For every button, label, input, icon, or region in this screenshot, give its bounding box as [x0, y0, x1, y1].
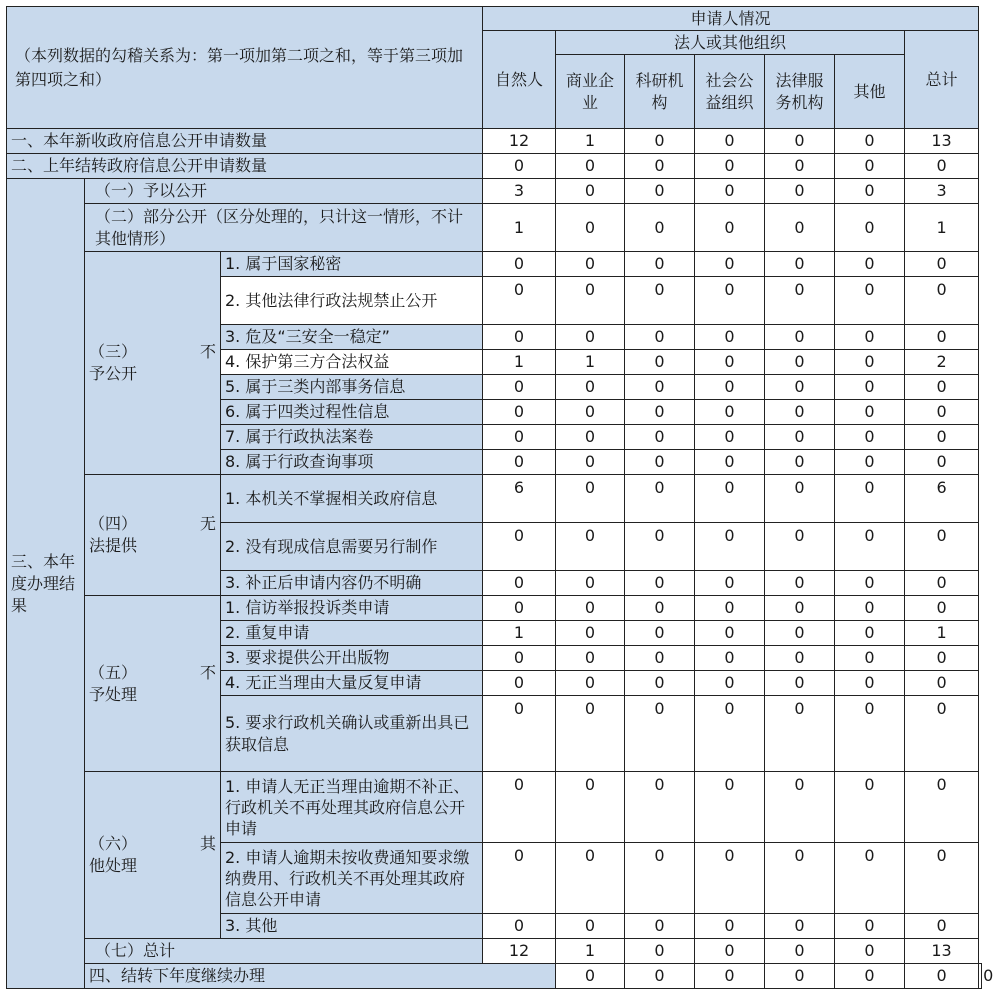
legal-service-value: 0	[765, 325, 835, 350]
other-value: 0	[835, 646, 905, 671]
total-value: 0	[905, 646, 979, 671]
row-label: （七）总计	[85, 939, 483, 964]
total-value: 6	[905, 475, 979, 523]
commercial-value: 0	[625, 964, 695, 989]
total-value: 0	[905, 400, 979, 425]
group-label-part: 其	[199, 834, 216, 853]
social-value: 0	[695, 671, 765, 696]
row-label: 1. 属于国家秘密	[221, 252, 483, 277]
research-value: 0	[625, 154, 695, 179]
research-value: 0	[625, 400, 695, 425]
row-label: 2. 重复申请	[221, 621, 483, 646]
total-value: 0	[905, 450, 979, 475]
legal-service-value: 0	[765, 400, 835, 425]
row-label: 4. 保护第三方合法权益	[221, 350, 483, 375]
commercial-value: 0	[556, 523, 625, 571]
group-label-part: 不	[199, 662, 216, 682]
total-value: 0	[905, 772, 979, 843]
other-value: 0	[835, 914, 905, 939]
other-value: 0	[835, 523, 905, 571]
other-value: 0	[835, 400, 905, 425]
natural-person-value: 0	[483, 671, 556, 696]
other-value: 0	[835, 621, 905, 646]
total-value: 0	[905, 671, 979, 696]
other-value: 0	[835, 696, 905, 772]
table-row	[7, 596, 982, 621]
gov-info-disclosure-table	[6, 6, 993, 989]
social-value: 0	[695, 425, 765, 450]
total-value: 2	[905, 350, 979, 375]
social-value: 0	[695, 475, 765, 523]
commercial-value: 0	[556, 277, 625, 325]
legal-service-value: 0	[765, 523, 835, 571]
table-row	[7, 964, 982, 989]
other-value: 0	[835, 772, 905, 843]
row-label: 6. 属于四类过程性信息	[221, 400, 483, 425]
research-value: 0	[625, 696, 695, 772]
natural-person-value: 0	[483, 843, 556, 914]
other-value: 0	[835, 375, 905, 400]
other-value: 0	[835, 450, 905, 475]
legal-service-value: 0	[765, 696, 835, 772]
total-value: 0	[905, 154, 979, 179]
social-value: 0	[695, 696, 765, 772]
social-value: 0	[695, 350, 765, 375]
legal-service-value: 0	[765, 914, 835, 939]
row-label: 二、上年结转政府信息公开申请数量	[7, 154, 483, 179]
total-value: 0	[905, 277, 979, 325]
research-value: 0	[625, 596, 695, 621]
research-value: 0	[625, 425, 695, 450]
legal-service-value: 0	[835, 964, 905, 989]
table-row	[7, 252, 982, 277]
total-value: 13	[905, 129, 979, 154]
other-value: 0	[835, 475, 905, 523]
natural-person-value: 0	[483, 523, 556, 571]
group-label-not-processed	[85, 596, 221, 772]
total-value: 0	[905, 375, 979, 400]
row-label: 3. 补正后申请内容仍不明确	[221, 571, 483, 596]
group-label-part: 他处理	[89, 856, 138, 875]
applicant-header: 申请人情况	[483, 7, 979, 31]
legal-service-value: 0	[765, 252, 835, 277]
research-value: 0	[625, 277, 695, 325]
other-value: 0	[835, 571, 905, 596]
commercial-value: 0	[556, 475, 625, 523]
natural-person-value: 1	[483, 204, 556, 252]
research-value: 0	[625, 843, 695, 914]
table-row	[7, 475, 982, 523]
legal-service-value: 0	[765, 154, 835, 179]
other-value: 0	[835, 129, 905, 154]
natural-person-value: 6	[483, 475, 556, 523]
other-value: 0	[835, 843, 905, 914]
research-header: 科研机构	[625, 55, 695, 129]
research-value: 0	[625, 621, 695, 646]
legal-service-value: 0	[765, 939, 835, 964]
research-value: 0	[625, 204, 695, 252]
research-value: 0	[625, 325, 695, 350]
table-row	[7, 154, 982, 179]
natural-person-value: 0	[483, 325, 556, 350]
commercial-value: 0	[556, 596, 625, 621]
row-label: 3. 要求提供公开出版物	[221, 646, 483, 671]
research-value: 0	[625, 571, 695, 596]
table-row	[7, 129, 982, 154]
legal-service-value: 0	[765, 129, 835, 154]
other-value: 0	[905, 964, 979, 989]
social-value: 0	[695, 252, 765, 277]
other-value: 0	[835, 325, 905, 350]
commercial-value: 0	[556, 375, 625, 400]
commercial-value: 0	[556, 696, 625, 772]
other-value: 0	[835, 350, 905, 375]
group-label-other-processing	[85, 772, 221, 939]
total-value: 0	[979, 964, 982, 989]
group-label-part: 予处理	[89, 684, 138, 704]
row-label: 1. 信访举报投诉类申请	[221, 596, 483, 621]
row-label: 2. 申请人逾期未按收费通知要求缴纳费用、行政机关不再处理其政府信息公开申请	[221, 843, 483, 914]
legal-service-value: 0	[765, 277, 835, 325]
natural-person-value: 0	[483, 696, 556, 772]
total-value: 0	[905, 425, 979, 450]
row-label: （二）部分公开（区分处理的，只计这一情形，不计其他情形）	[85, 204, 483, 252]
social-value: 0	[695, 843, 765, 914]
other-value: 0	[835, 252, 905, 277]
table-row	[7, 179, 982, 204]
legal-service-value: 0	[765, 425, 835, 450]
social-value: 0	[695, 375, 765, 400]
social-value: 0	[695, 179, 765, 204]
results-label: 三、本年度办理结果	[7, 179, 85, 989]
legal-service-value: 0	[765, 596, 835, 621]
natural-person-value: 12	[483, 129, 556, 154]
commercial-value: 0	[556, 400, 625, 425]
row-label: （一）予以公开	[85, 179, 483, 204]
group-label-unable	[85, 475, 221, 596]
group-label-part: （六）	[89, 834, 138, 853]
research-value: 0	[625, 475, 695, 523]
natural-person-value: 0	[483, 277, 556, 325]
legal-service-value: 0	[765, 475, 835, 523]
research-value: 0	[625, 350, 695, 375]
research-value: 0	[625, 129, 695, 154]
commercial-value: 0	[556, 621, 625, 646]
social-value: 0	[695, 154, 765, 179]
group-label-part: （五）	[89, 662, 138, 682]
natural-person-value: 0	[483, 425, 556, 450]
total-value: 0	[905, 696, 979, 772]
row-label: 四、结转下年度继续办理	[85, 964, 556, 989]
social-header: 社会公益组织	[695, 55, 765, 129]
legal-service-value: 0	[765, 621, 835, 646]
other-value: 0	[835, 154, 905, 179]
other-value: 0	[835, 179, 905, 204]
group-label-part: 予公开	[89, 364, 138, 383]
social-value: 0	[695, 450, 765, 475]
commercial-header: 商业企业	[556, 55, 625, 129]
social-value: 0	[695, 325, 765, 350]
commercial-value: 0	[556, 571, 625, 596]
commercial-value: 0	[556, 179, 625, 204]
other-value: 0	[835, 204, 905, 252]
natural-person-value: 12	[483, 939, 556, 964]
research-value: 0	[695, 964, 765, 989]
legal-service-value: 0	[765, 646, 835, 671]
commercial-value: 0	[556, 252, 625, 277]
legal-service-value: 0	[765, 843, 835, 914]
group-label-part: （四）	[89, 514, 138, 533]
social-value: 0	[695, 914, 765, 939]
total-value: 1	[905, 621, 979, 646]
social-value: 0	[695, 400, 765, 425]
legal-service-value: 0	[765, 179, 835, 204]
natural-person-value: 0	[483, 375, 556, 400]
social-value: 0	[695, 523, 765, 571]
natural-person-value: 0	[483, 400, 556, 425]
natural-person-value: 1	[483, 350, 556, 375]
legal-service-value: 0	[765, 350, 835, 375]
research-value: 0	[625, 450, 695, 475]
research-value: 0	[625, 671, 695, 696]
natural-person-value: 0	[483, 252, 556, 277]
social-value: 0	[695, 621, 765, 646]
natural-person-value: 3	[483, 179, 556, 204]
commercial-value: 1	[556, 350, 625, 375]
commercial-value: 1	[556, 129, 625, 154]
research-value: 0	[625, 179, 695, 204]
commercial-value: 0	[556, 843, 625, 914]
group-label-part: （三）	[89, 342, 138, 361]
total-value: 3	[905, 179, 979, 204]
legal-service-value: 0	[765, 375, 835, 400]
natural-person-value: 0	[556, 964, 625, 989]
research-value: 0	[625, 252, 695, 277]
legal-service-value: 0	[765, 671, 835, 696]
commercial-value: 0	[556, 772, 625, 843]
natural-person-value: 0	[483, 914, 556, 939]
social-value: 0	[695, 129, 765, 154]
research-value: 0	[625, 523, 695, 571]
social-value: 0	[695, 939, 765, 964]
legal-service-value: 0	[765, 772, 835, 843]
group-label-not-public	[85, 252, 221, 475]
other-value: 0	[835, 596, 905, 621]
group-label-part: 无	[199, 514, 216, 533]
row-label: 1. 申请人无正当理由逾期不补正、行政机关不再处理其政府信息公开申请	[221, 772, 483, 843]
legal-service-value: 0	[765, 450, 835, 475]
legal-group-header: 法人或其他组织	[556, 31, 905, 55]
social-value: 0	[765, 964, 835, 989]
legal-service-header: 法律服务机构	[765, 55, 835, 129]
other-value: 0	[835, 425, 905, 450]
other-value: 0	[835, 277, 905, 325]
commercial-value: 0	[556, 154, 625, 179]
natural-person-value: 0	[483, 772, 556, 843]
legal-service-value: 0	[765, 204, 835, 252]
total-value: 0	[905, 523, 979, 571]
social-value: 0	[695, 772, 765, 843]
commercial-value: 0	[556, 450, 625, 475]
total-value: 0	[905, 596, 979, 621]
commercial-value: 1	[556, 939, 625, 964]
group-label-part: 不	[199, 342, 216, 361]
commercial-value: 0	[556, 914, 625, 939]
total-value: 0	[905, 843, 979, 914]
commercial-value: 0	[556, 425, 625, 450]
social-value: 0	[695, 571, 765, 596]
social-value: 0	[695, 646, 765, 671]
row-label: 3. 危及“三安全一稳定”	[221, 325, 483, 350]
total-value: 0	[905, 252, 979, 277]
commercial-value: 0	[556, 204, 625, 252]
row-label: 8. 属于行政查询事项	[221, 450, 483, 475]
total-value: 0	[905, 914, 979, 939]
table-row	[7, 204, 982, 252]
research-value: 0	[625, 772, 695, 843]
natural-person-value: 1	[483, 621, 556, 646]
row-label: 一、本年新收政府信息公开申请数量	[7, 129, 483, 154]
natural-person-value: 0	[483, 571, 556, 596]
natural-person-header: 自然人	[483, 31, 556, 129]
row-label: 7. 属于行政执法案卷	[221, 425, 483, 450]
research-value: 0	[625, 914, 695, 939]
total-value: 0	[905, 571, 979, 596]
group-label-part: 法提供	[89, 536, 138, 555]
row-label: 2. 其他法律行政法规禁止公开	[221, 277, 483, 325]
row-label: 1. 本机关不掌握相关政府信息	[221, 475, 483, 523]
total-value: 1	[905, 204, 979, 252]
total-header: 总计	[905, 31, 979, 129]
total-value: 0	[905, 325, 979, 350]
row-label: 3. 其他	[221, 914, 483, 939]
table-row	[7, 772, 982, 843]
row-label: 5. 要求行政机关确认或重新出具已获取信息	[221, 696, 483, 772]
stat-note: （本列数据的勾稽关系为：第一项加第二项之和，等于第三项加第四项之和）	[7, 7, 483, 129]
other-value: 0	[835, 939, 905, 964]
natural-person-value: 0	[483, 154, 556, 179]
social-value: 0	[695, 277, 765, 325]
legal-service-value: 0	[765, 571, 835, 596]
row-label: 5. 属于三类内部事务信息	[221, 375, 483, 400]
commercial-value: 0	[556, 646, 625, 671]
research-value: 0	[625, 646, 695, 671]
social-value: 0	[695, 596, 765, 621]
commercial-value: 0	[556, 325, 625, 350]
row-label: 4. 无正当理由大量反复申请	[221, 671, 483, 696]
natural-person-value: 0	[483, 646, 556, 671]
social-value: 0	[695, 204, 765, 252]
research-value: 0	[625, 375, 695, 400]
row-label: 2. 没有现成信息需要另行制作	[221, 523, 483, 571]
other-header: 其他	[835, 55, 905, 129]
natural-person-value: 0	[483, 450, 556, 475]
research-value: 0	[625, 939, 695, 964]
other-value: 0	[835, 671, 905, 696]
table-row	[7, 939, 982, 964]
total-value: 13	[905, 939, 979, 964]
commercial-value: 0	[556, 671, 625, 696]
natural-person-value: 0	[483, 596, 556, 621]
